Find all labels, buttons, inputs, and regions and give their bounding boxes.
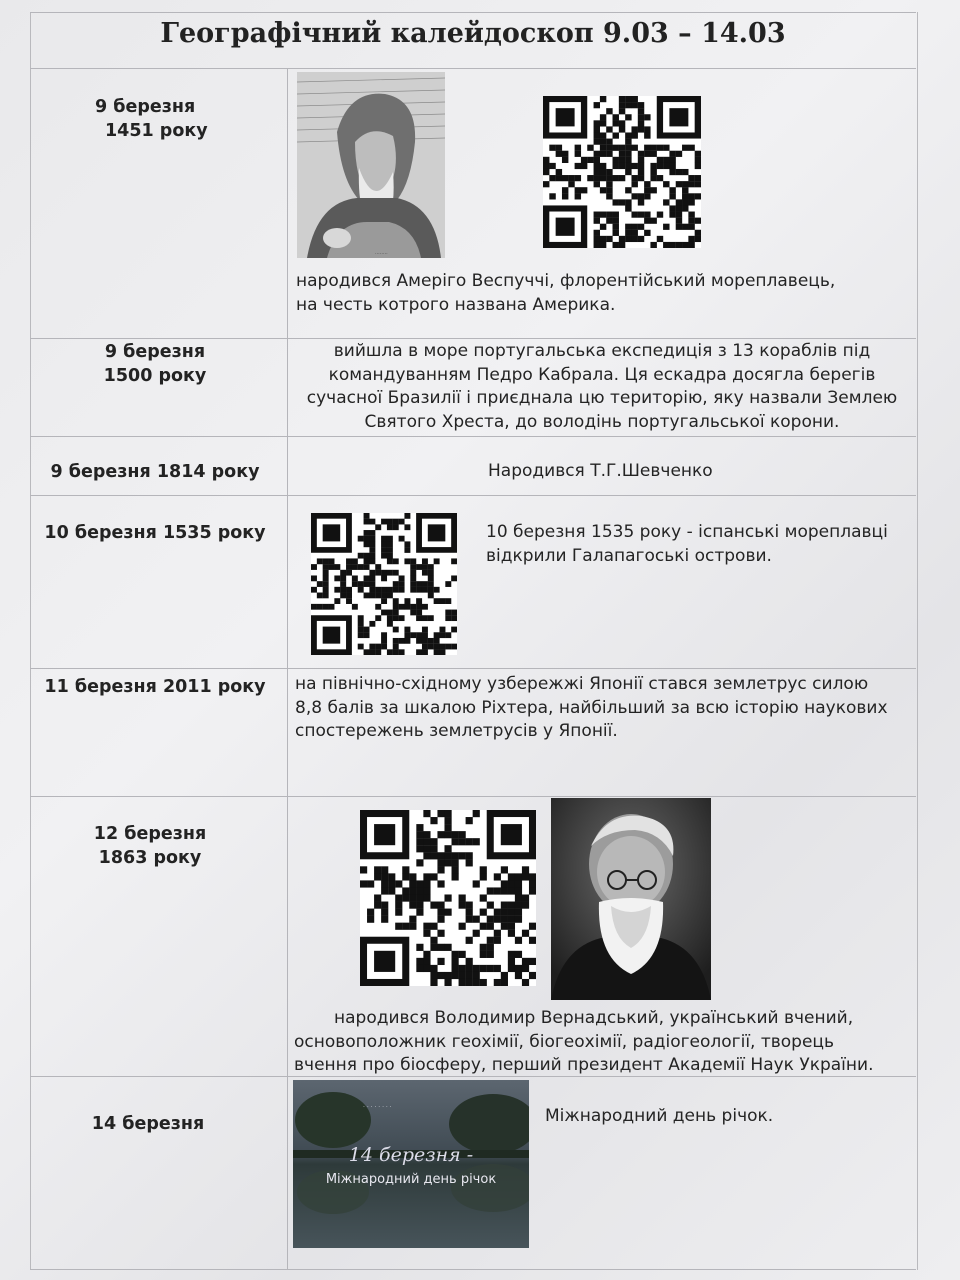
row-text <box>295 673 888 744</box>
text-line: спостережень землетрусів у Японії. <box>295 721 618 741</box>
text-line: Святого Хреста, до володінь португальської корони. <box>364 411 840 432</box>
page-title: Географічний калейдоскоп 9.03 – 14.03 <box>160 18 786 49</box>
row-text <box>296 270 835 317</box>
text-line: вчення про біосферу, перший президент Академії Наук України. <box>294 1055 874 1075</box>
table-border-bottom <box>30 1269 916 1270</box>
date-line: 9 березня <box>95 97 196 117</box>
row-divider <box>30 436 916 437</box>
date-line: 1863 року <box>98 848 202 868</box>
row-divider <box>30 68 916 69</box>
text-line: вийшла в море португальська експедиція з 13 кораблів під <box>333 341 871 361</box>
row-date: 10 березня 1535 року <box>44 523 266 543</box>
text-line: сучасної Бразилії і приєднала цю територію, яку назвали Землею <box>306 388 898 408</box>
row-text <box>292 340 912 434</box>
row-date: 9 березня 1814 року <box>50 462 260 482</box>
date-line: 1451 року <box>105 121 208 141</box>
row-date: 14 березня <box>91 1114 205 1134</box>
photo-caption: Міжнародний день річок <box>325 1172 497 1187</box>
date-line: 1500 року <box>103 366 207 386</box>
photo-small-text: · · · · · · · · <box>363 1104 392 1111</box>
table-border-top <box>30 12 916 13</box>
row-text: Міжнародний день річок. <box>545 1106 774 1126</box>
photo-caption: 14 березня - <box>348 1144 474 1166</box>
text-line: командуванням Педро Кабрала. Ця ескадра досягла берегів <box>328 364 876 385</box>
vespucci-portrait <box>297 72 445 258</box>
text-line: 10 березня 1535 року - іспанські мореплавці <box>486 522 888 542</box>
row-date <box>95 95 225 143</box>
date-line: 12 березня <box>93 824 207 844</box>
qr-code-icon[interactable] <box>311 513 457 655</box>
row-text <box>486 521 888 568</box>
rivers-day-photo <box>293 1080 529 1248</box>
column-divider <box>287 68 288 1269</box>
text-line: основоположник геохімії, біогеохімії, радіогеології, творець <box>294 1031 835 1052</box>
vernadsky-portrait <box>551 798 711 1000</box>
text-line: народився Амеріго Веспуччі, флорентійський мореплавець, <box>296 271 836 291</box>
qr-code-icon[interactable] <box>360 810 536 986</box>
row-text: Народився Т.Г.Шевченко <box>488 461 713 481</box>
row-divider <box>30 796 916 797</box>
row-divider <box>30 495 916 496</box>
date-line: 9 березня <box>104 342 206 362</box>
text-line: 8,8 балів за шкалою Ріхтера, найбільший за всю історію наукових <box>295 697 888 718</box>
row-date <box>55 340 255 388</box>
row-divider <box>30 338 916 339</box>
row-date <box>50 822 250 870</box>
text-line: на честь котрого названа Америка. <box>296 294 616 315</box>
text-line: на північно-східному узбережжі Японії стався землетрус силою <box>295 674 869 694</box>
svg-text:........: ........ <box>375 250 388 256</box>
row-date: 11 березня 2011 року <box>44 677 266 697</box>
row-text <box>294 1007 873 1078</box>
row-divider <box>30 668 916 669</box>
text-line: народився Володимир Вернадський, український вчений, <box>334 1008 854 1028</box>
text-line: відкрили Галапагоські острови. <box>486 545 772 566</box>
qr-code-icon[interactable] <box>543 96 701 248</box>
